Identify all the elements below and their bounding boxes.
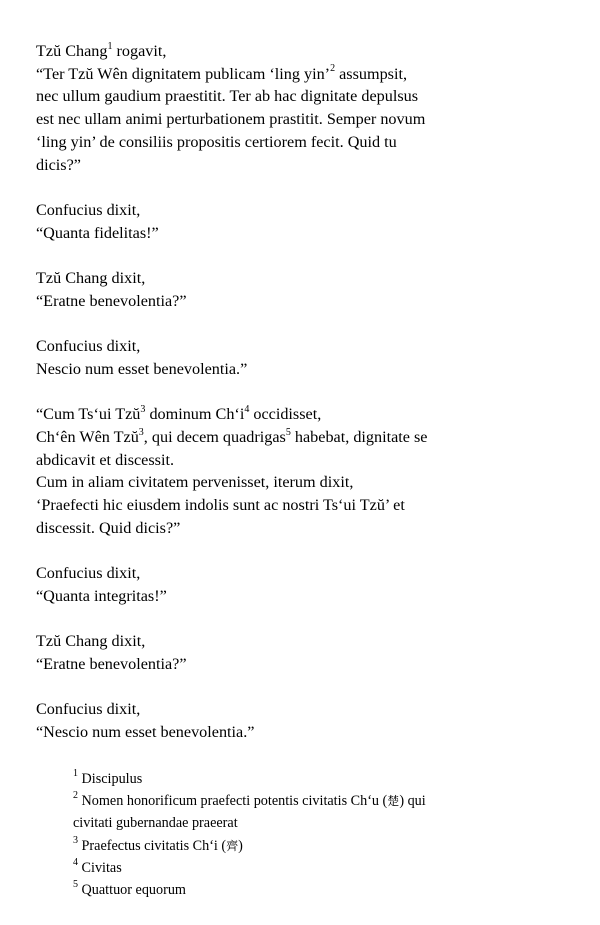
paragraph (36, 40, 524, 176)
text-line (36, 154, 524, 177)
text-segment: est nec ullam animi perturbationem prastitit. Semper novum (36, 110, 426, 129)
text-line (36, 471, 524, 494)
text-line (36, 131, 524, 154)
text-segment: Nescio num esset benevolentia.” (36, 359, 248, 378)
footnote-marker: 3 (73, 834, 78, 846)
text-segment: , qui decem quadrigas (143, 427, 286, 446)
text-segment: Tzŭ Chang dixit, (36, 632, 146, 651)
text-line (73, 857, 533, 879)
text-line (36, 290, 524, 313)
text-segment: “Eratne benevolentia?” (36, 654, 187, 673)
text-line (36, 585, 524, 608)
text-segment: ) qui (399, 793, 426, 810)
text-segment: Quattuor equorum (78, 882, 186, 899)
paragraph (36, 335, 524, 380)
text-line (36, 721, 524, 744)
footnote-marker: 5 (73, 879, 78, 891)
text-line (36, 562, 524, 585)
text-segment: dominum Ch‘i (145, 405, 245, 424)
text-line (73, 835, 533, 857)
text-line (36, 630, 524, 653)
text-line (73, 812, 533, 834)
text-segment: Civitas (78, 859, 122, 876)
text-line (36, 267, 524, 290)
text-segment: nec ullum gaudium praestitit. Ter ab hac dignitate depulsus (36, 87, 419, 106)
text-line (73, 879, 533, 901)
text-line (36, 40, 524, 63)
text-segment: Nomen honorificum praefecti potentis civitatis Ch‘u ( (78, 793, 388, 810)
text-segment: abdicavit et discessit. (36, 450, 175, 469)
text-segment: dicis?” (36, 155, 81, 174)
text-segment: ‘Praefecti hic eiusdem indolis sunt ac nostri Ts‘ui Tzŭ’ et (36, 496, 405, 514)
text-line (36, 108, 524, 131)
text-segment: Discipulus (78, 771, 143, 787)
footnote-marker: 4 (73, 857, 78, 869)
text-segment: “Quanta integritas!” (36, 586, 167, 605)
footnote (73, 835, 533, 857)
text-segment: “Cum Ts‘ui Tzŭ (36, 405, 141, 424)
paragraph (36, 698, 524, 743)
chinese-character: 楚 (387, 794, 400, 809)
text-line (36, 517, 524, 540)
text-line (36, 222, 524, 245)
text-line (73, 790, 533, 812)
text-segment: Confucius dixit, (36, 700, 141, 719)
footnote-marker: 2 (330, 63, 336, 75)
paragraph (36, 562, 524, 607)
main-text (36, 40, 524, 766)
footnote (73, 879, 533, 901)
text-segment: Confucius dixit, (36, 200, 141, 219)
text-segment: “Quanta fidelitas!” (36, 223, 159, 242)
text-line (36, 653, 524, 676)
text-segment: habebat, dignitate se (290, 427, 428, 446)
text-line (36, 449, 524, 472)
chinese-character: 齊 (226, 838, 239, 853)
text-segment: “Ter Tzŭ Wên dignitatem publicam ‘ling yin’ (36, 64, 331, 83)
text-line (36, 358, 524, 381)
footnote-marker: 5 (285, 426, 291, 438)
footnote-marker: 1 (107, 40, 113, 52)
text-segment: Confucius dixit, (36, 564, 141, 583)
text-line (36, 63, 524, 86)
text-line (36, 494, 524, 517)
text-segment: Cum in aliam civitatem pervenisset, iterum dixit, (36, 473, 354, 492)
text-segment: rogavit, (112, 42, 167, 60)
text-segment: “Eratne benevolentia?” (36, 291, 187, 310)
footnote-marker: 4 (244, 403, 250, 415)
text-line (36, 698, 524, 721)
footnote-marker: 3 (140, 403, 146, 415)
text-segment: Ch‘ên Wên Tzŭ (36, 427, 139, 446)
paragraph (36, 267, 524, 312)
footnote-marker: 2 (73, 790, 78, 802)
text-segment: ) (238, 837, 243, 854)
text-segment: Tzŭ Chang dixit, (36, 269, 146, 287)
footnote (73, 857, 533, 879)
text-segment: Confucius dixit, (36, 337, 141, 356)
text-line (36, 403, 524, 426)
text-segment: Tzŭ Chang (36, 42, 108, 60)
text-segment: discessit. Quid dicis?” (36, 518, 181, 537)
footnote (73, 768, 533, 790)
footnotes (73, 768, 533, 901)
footnote-marker: 3 (138, 426, 144, 438)
text-segment: civitati gubernandae praeerat (73, 815, 238, 832)
text-line (36, 426, 524, 449)
paragraph (36, 199, 524, 244)
text-segment: ‘ling yin’ de consiliis propositis certiorem fecit. Quid tu (36, 132, 397, 151)
text-line (73, 768, 533, 790)
text-segment: “Nescio num esset benevolentia.” (36, 722, 255, 741)
footnote-marker: 1 (73, 768, 78, 780)
text-segment: occidisset, (249, 405, 322, 424)
text-line (36, 85, 524, 108)
paragraph (36, 630, 524, 675)
text-line (36, 335, 524, 358)
text-segment: assumpsit, (335, 64, 408, 83)
footnote (73, 790, 533, 834)
text-segment: Praefectus civitatis Ch‘i ( (78, 837, 227, 854)
text-line (36, 199, 524, 222)
paragraph (36, 403, 524, 539)
